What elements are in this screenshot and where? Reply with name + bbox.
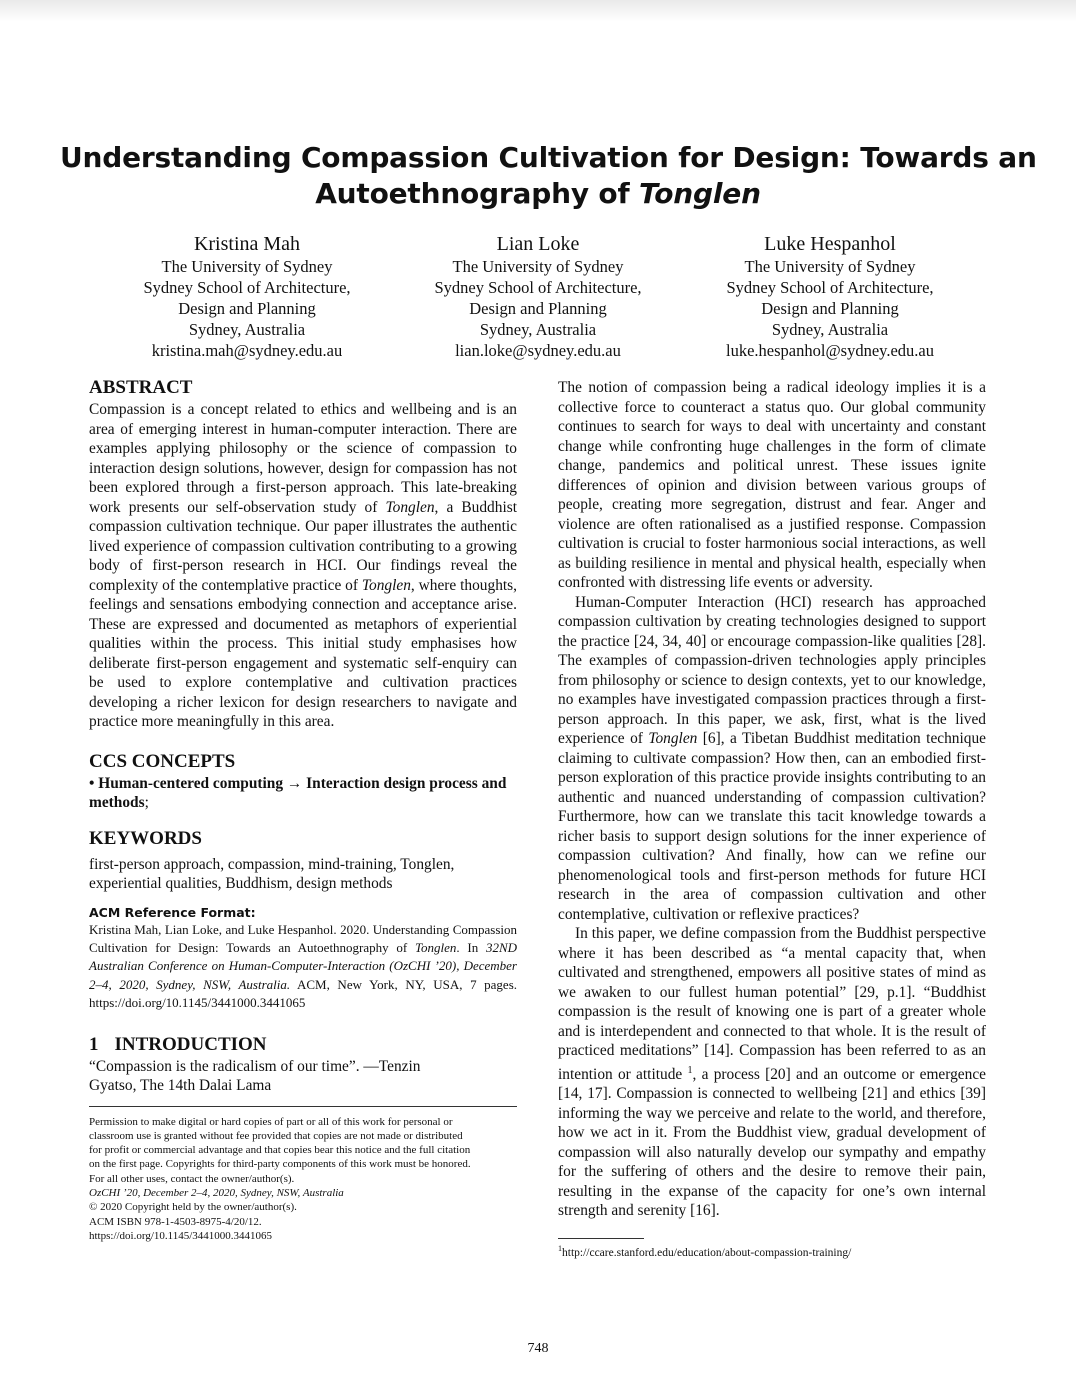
author-2 xyxy=(388,232,688,361)
author-affiliation: Sydney School of Architecture, xyxy=(726,278,934,297)
permission-divider xyxy=(89,1106,517,1107)
author-affiliation: Sydney, Australia xyxy=(188,320,306,339)
author-affiliation: Sydney School of Architecture, xyxy=(434,278,642,297)
intro-paragraph-1: The notion of compassion being a radical ideology implies it is a collective force to counteract a status quo. Our global community continues to search for ways to deal with uncertainty and constant change while confronting huge challenges in the form of climate change, pandemics and political unrest. These issues ignite differences of opinion and division between various groups of people, creating more segregation, distrust and fear. Anger and violence are often rationalised as a justified response. Compassion cultivation is crucial to foster harmonious social interactions, as well as building resilience in mental and physical health, especially when confronted with distressing life events or adversity. xyxy=(558,379,986,591)
footnote: $^1$http://ccare.stanford.edu/education/about-compassion-training/ xyxy=(558,1244,852,1259)
epigraph-quote: “Compassion is the radicalism of our time”. —Tenzin Gyatso, The 14th Dalai Lama xyxy=(89,1057,421,1095)
footnote-divider xyxy=(558,1238,644,1239)
author-1 xyxy=(97,232,397,361)
ccs-text: • Human-centered computing → Interaction design process and methods; xyxy=(89,774,507,811)
paper-title xyxy=(60,140,1037,212)
author-affiliation: Design and Planning xyxy=(469,299,607,318)
author-block xyxy=(0,232,1076,372)
left-column xyxy=(89,376,517,1243)
author-email: kristina.mah@sydney.edu.au xyxy=(151,341,343,360)
abstract-heading: ABSTRACT xyxy=(89,377,193,398)
footnote-link[interactable]: http://ccare.stanford.edu/education/about-compassion-training/ xyxy=(562,1246,852,1259)
viewer-top-shadow xyxy=(0,0,1076,22)
author-name: Kristina Mah xyxy=(193,233,301,255)
author-affiliation: The University of Sydney xyxy=(452,257,624,276)
author-affiliation: Sydney, Australia xyxy=(771,320,889,339)
acm-reference-text: Kristina Mah, Lian Loke, and Luke Hespanhol. 2020. Understanding Compassion Cultivation for Design: Towards an Autoethnography of Tonglen. In 32ND Australian Conference on Human-Computer-Interaction (OzCHI ’20), December 2–4, 2020, Sydney, NSW, Australia. ACM, New York, NY, USA, 7 pages. https://doi.org/10.1145/3441000.3441065 xyxy=(89,921,517,1011)
keywords-heading: KEYWORDS xyxy=(89,827,202,849)
author-3 xyxy=(680,232,980,361)
author-affiliation: Design and Planning xyxy=(178,299,316,318)
title-line-2: Autoethnography of Tonglen xyxy=(315,177,761,210)
author-affiliation: Sydney, Australia xyxy=(479,320,597,339)
acm-reference-heading: ACM Reference Format: xyxy=(89,904,256,920)
author-affiliation: The University of Sydney xyxy=(161,257,333,276)
intro-paragraph-3: In this paper, we define compassion from the Buddhist perspective where it has been described as “a mental capacity that, when cultivated and strengthened, empowers all positive states of mind as we awaken to our fullest human potential” [29, p.1]. “Buddhist compassion is the result of knowing one is part of a greater whole and is interdependent and connected to that whole. It is the result of practiced meditations” [14]. Compassion has been referred to as an intention or attitude $^1$, a process [20] and an outcome or emergence [14, 17]. Compassion is connected to wellbeing [21] and ethics [39] informing the way we perceive and relate to the world, and therefore, how we act in it. From the Buddhist view, gradual development of compassion will also naturally develop our sympathy and empathy for the suffering of others and the desire to remove their pain, resulting in the expanse of the capacity for one’s own internal strength and serenity [16]. xyxy=(558,925,986,1220)
keywords-text: first-person approach, compassion, mind-training, Tonglen, experiential qualities, Buddhism, design methods xyxy=(89,855,455,892)
author-name: Lian Loke xyxy=(496,233,580,255)
abstract-text: Compassion is a concept related to ethics and wellbeing and is an area of emerging interest in human-computer interaction. There are examples applying philosophy or the science of compassion to interaction design solutions, however, design for compassion has not been explored through a first-person approach. This late-breaking work presents our self-observation study of Tonglen, a Buddhist compassion cultivation technique. Our paper illustrates the authentic lived experience of compassion cultivation contributing to a growing body of first-person research in HCI. Our findings reveal the complexity of the contemplative practice of Tonglen, where thoughts, feelings and sensations embodying connection and acceptance arise. These are expressed and documented as metaphors of experiential qualities within the process. This initial study emphasises how deliberate first-person engagement and systematic self-enquiry can be used to explore contemplative and cultivation practices developing a richer lexicon for design researchers to navigate and practice more meaningfully in this area. xyxy=(89,401,517,730)
title-line-1: Understanding Compassion Cultivation for Design: Towards an xyxy=(60,141,1037,174)
author-email: lian.loke@sydney.edu.au xyxy=(455,341,621,360)
intro-paragraph-2: Human-Computer Interaction (HCI) research has approached compassion cultivation by creating technologies designed to support the practice [24, 34, 40] or encourage compassion-like qualities [28]. The examples of compassion-driven technologies apply principles from philosophy or science to design contexts, yet to our knowledge, no examples have investigated compassion practices through a first-person approach. In this paper, we ask, first, what is the lived experience of Tonglen [6], a Tibetan Buddhist meditation technique claiming to cultivate compassion? How then, can an embodied first-person exploration of this practice provide insights contributing to an authentic and nuanced understanding of compassion cultivation? Furthermore, how can we translate this tacit knowledge towards a richer basis to support design solutions for the inner experience of compassion cultivation? And finally, how can we refine our phenomenological tools and first-person methods for future HCI research in the area of compassion cultivation and other contemplative, cultivation or reflexive practices? xyxy=(558,593,986,923)
introduction-heading: 1 INTRODUCTION xyxy=(89,1033,267,1055)
author-affiliation: The University of Sydney xyxy=(744,257,916,276)
author-affiliation: Sydney School of Architecture, xyxy=(143,278,351,297)
author-affiliation: Design and Planning xyxy=(761,299,899,318)
right-column xyxy=(558,378,986,1221)
ccs-heading: CCS CONCEPTS xyxy=(89,750,236,772)
author-email: luke.hespanhol@sydney.edu.au xyxy=(726,341,934,360)
footnote-marker: 1 xyxy=(687,1064,693,1076)
author-name: Luke Hespanhol xyxy=(764,233,896,255)
permission-notice: Permission to make digital or hard copies of part or all of this work for personal or classroom use is granted without fee provided that copies are not made or distributed for profit or commercial advantage and that copies bear this notice and the full citation on the first page. Copyrights for third-party components of this work must be honored. For all other uses, contact the owner/author(s). OzCHI ’20, December 2–4, 2020, Sydney, NSW, Australia © 2020 Copyright held by the owner/author(s). ACM ISBN 978-1-4503-8975-4/20/12. https://doi.org/10.1145/3441000.3441065 xyxy=(89,1115,471,1242)
page-number: 748 xyxy=(527,1341,549,1356)
